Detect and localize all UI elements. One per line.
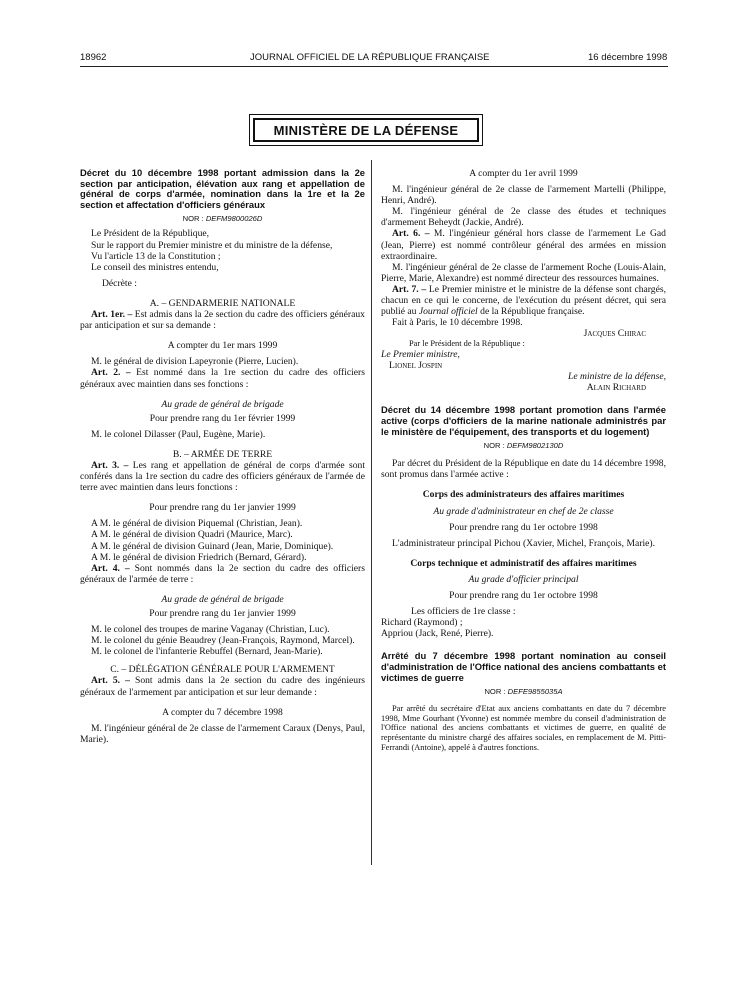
rank-date: Pour prendre rang du 1er janvier 1999 bbox=[149, 502, 296, 514]
publication-date: 16 décembre 1998 bbox=[588, 52, 668, 63]
appointee: Richard (Raymond) ; bbox=[381, 617, 463, 629]
article-5: Art. 5. – Sont admis dans la 2e section du cadre des ingénieurs généraux de l'armement par anticipation et sur leur demande : bbox=[80, 675, 365, 698]
appointee: M. l'ingénieur général de 2e classe de l'armement Roche (Louis-Alain, Pierre, Marie, Alexandre) est nommé directeur des ressources humaines. bbox=[381, 261, 666, 284]
appointee: A M. le général de division Piquemal (Christian, Jean). bbox=[91, 518, 303, 530]
rank-date: Pour prendre rang du 1er octobre 1998 bbox=[449, 521, 598, 533]
effective-date: A compter du 7 décembre 1998 bbox=[162, 706, 283, 718]
corps-heading: Corps des administrateurs des affaires maritimes bbox=[422, 489, 625, 501]
appointee: M. le colonel du génie Beaudrey (Jean-François, Raymond, Marcel). bbox=[91, 635, 355, 647]
section-heading: C. – DÉLÉGATION GÉNÉRALE POUR L'ARMEMENT bbox=[110, 664, 335, 676]
appointee: A M. le général de division Friedrich (Bernard, Gérard). bbox=[91, 551, 307, 563]
arrete-title: Arrêté du 7 décembre 1998 portant nomination au conseil d'administration de l'Office national des anciens combattants et victimes de guerre bbox=[381, 650, 666, 683]
section-heading: B. – ARMÉE DE TERRE bbox=[172, 448, 273, 460]
appointee: Appriou (Jack, René, Pierre). bbox=[381, 628, 494, 640]
header-rule bbox=[80, 66, 668, 67]
preamble-line: Le conseil des ministres entendu, bbox=[91, 261, 219, 273]
article-4: Art. 4. – Sont nommés dans la 2e section du cadre des officiers généraux de l'armée de terre : bbox=[80, 562, 365, 585]
appointee: M. l'ingénieur général de 2e classe des études et techniques d'armement Beheydt (Jackie, André). bbox=[381, 206, 666, 229]
right-column bbox=[381, 168, 666, 752]
appointee: M. le général de division Lapeyronie (Pierre, Lucien). bbox=[91, 356, 299, 368]
rank-date: Pour prendre rang du 1er janvier 1999 bbox=[149, 608, 296, 619]
article-7: Art. 7. – Le Premier ministre et le ministre de la défense sont chargés, chacun en ce qui le concerne, de l'exécution du présent décret, qui sera publié au Journal officiel de la République française. bbox=[381, 283, 666, 318]
appointee: A M. le général de division Guinard (Jean, Marie, Dominique). bbox=[91, 540, 334, 552]
corps-heading: Corps technique et administratif des affaires maritimes bbox=[410, 557, 637, 569]
minister-name: Alain Richard bbox=[586, 382, 646, 394]
arrete-body: Par arrêté du secrétaire d'Etat aux anciens combattants en date du 7 décembre 1998, Mme Gourhant (Yvonne) est nommée membre du conseil d'administration de l'Office national des anciens combattants et victimes de guerre, en qualité de représentante du ministre chargé des affaires sociales, en remplacement de M. Pitti-Ferrandi (Antoine), appelé à d'autres fonctions. bbox=[381, 704, 666, 752]
decree-title: Décret du 14 décembre 1998 portant promotion dans l'armée active (corps d'officiers de la marine nationale administrés par le ministère de l'équipement, des transports et du logement) bbox=[381, 404, 666, 437]
appointee: L'administrateur principal Pichou (Xavier, Michel, François, Marie). bbox=[392, 537, 655, 549]
preamble-line: Sur le rapport du Premier ministre et du ministre de la défense, bbox=[91, 239, 333, 251]
appointee: M. le colonel des troupes de marine Vaganay (Christian, Luc). bbox=[91, 624, 330, 636]
article-3: Art. 3. – Les rang et appellation de général de corps d'armée sont conférés dans la 1re section du cadre des officiers généraux de l'armée de terre avec maintien dans leurs fonctions : bbox=[80, 459, 365, 494]
pm-name: Lionel Jospin bbox=[389, 360, 443, 372]
section-heading: A. – GENDARMERIE NATIONALE bbox=[149, 297, 296, 309]
article-1: Art. 1er. – Est admis dans la 2e section du cadre des officiers généraux par anticipation et sur sa demande : bbox=[80, 309, 365, 332]
appointee: M. l'ingénieur général de 2e classe de l'armement Martelli (Philippe, Henri, André). bbox=[381, 184, 666, 207]
appointee: M. le colonel de l'infanterie Rebuffel (Bernard, Jean-Marie). bbox=[91, 646, 323, 658]
officer-class: Les officiers de 1re classe : bbox=[411, 606, 516, 618]
page-number: 18962 bbox=[80, 52, 107, 63]
appointee: M. l'ingénieur général de 2e classe de l'armement Caraux (Denys, Paul, Marie). bbox=[80, 722, 365, 745]
nor-reference: NOR : DEFE9855035A bbox=[484, 687, 563, 697]
appointee: M. le colonel Dilasser (Paul, Eugène, Marie). bbox=[91, 428, 266, 440]
grade-heading: Au grade de général de brigade bbox=[161, 398, 284, 410]
left-column bbox=[80, 168, 365, 745]
signing-place-date: Fait à Paris, le 10 décembre 1998. bbox=[392, 317, 523, 329]
countersign-intro: Par le Président de la République : bbox=[409, 339, 525, 349]
decree-title: Décret du 10 décembre 1998 portant admission dans la 2e section par anticipation, élévation aux rang et appellation de général de corps d'armée, nomination dans la 1re et la 2e section et affectation d'officiers généraux bbox=[80, 167, 365, 210]
column-separator bbox=[371, 160, 372, 865]
decrete-label: Décrète : bbox=[102, 277, 137, 289]
effective-date: A compter du 1er mars 1999 bbox=[167, 340, 278, 352]
signatory-president: Jacques Chirac bbox=[583, 328, 646, 340]
ministry-title: MINISTÈRE DE LA DÉFENSE bbox=[253, 118, 479, 142]
grade-heading: Au grade d'administrateur en chef de 2e classe bbox=[433, 505, 614, 517]
grade-heading: Au grade de général de brigade bbox=[161, 593, 284, 605]
preamble-line: Vu l'article 13 de la Constitution ; bbox=[91, 250, 221, 262]
journal-title: JOURNAL OFFICIEL DE LA RÉPUBLIQUE FRANÇAISE bbox=[250, 52, 490, 63]
nor-reference: NOR : DEFM9800026D bbox=[182, 214, 263, 224]
article-2: Art. 2. – Est nommé dans la 1re section du cadre des officiers généraux avec maintien dans ses fonctions : bbox=[80, 367, 365, 390]
article-6: Art. 6. – M. l'ingénieur général hors classe de l'armement Le Gad (Jean, Pierre) est nommé contrôleur général des armées en mission extraordinaire. bbox=[381, 228, 666, 262]
pm-title: Le Premier ministre, bbox=[381, 349, 460, 360]
grade-heading: Au grade d'officier principal bbox=[468, 573, 579, 585]
appointee: A M. le général de division Quadri (Maurice, Marc). bbox=[91, 529, 293, 541]
rank-date: Pour prendre rang du 1er octobre 1998 bbox=[449, 590, 598, 601]
nor-reference: NOR : DEFM9802130D bbox=[483, 441, 564, 451]
rank-date: Pour prendre rang du 1er février 1999 bbox=[149, 412, 296, 424]
preamble-line: Le Président de la République, bbox=[91, 228, 210, 240]
decree-body: Par décret du Président de la République en date du 14 décembre 1998, sont promus dans l'armée active : bbox=[381, 458, 666, 481]
effective-date: A compter du 1er avril 1999 bbox=[469, 168, 578, 179]
ministry-title-box bbox=[249, 114, 483, 146]
minister-title: Le ministre de la défense, bbox=[568, 371, 666, 383]
